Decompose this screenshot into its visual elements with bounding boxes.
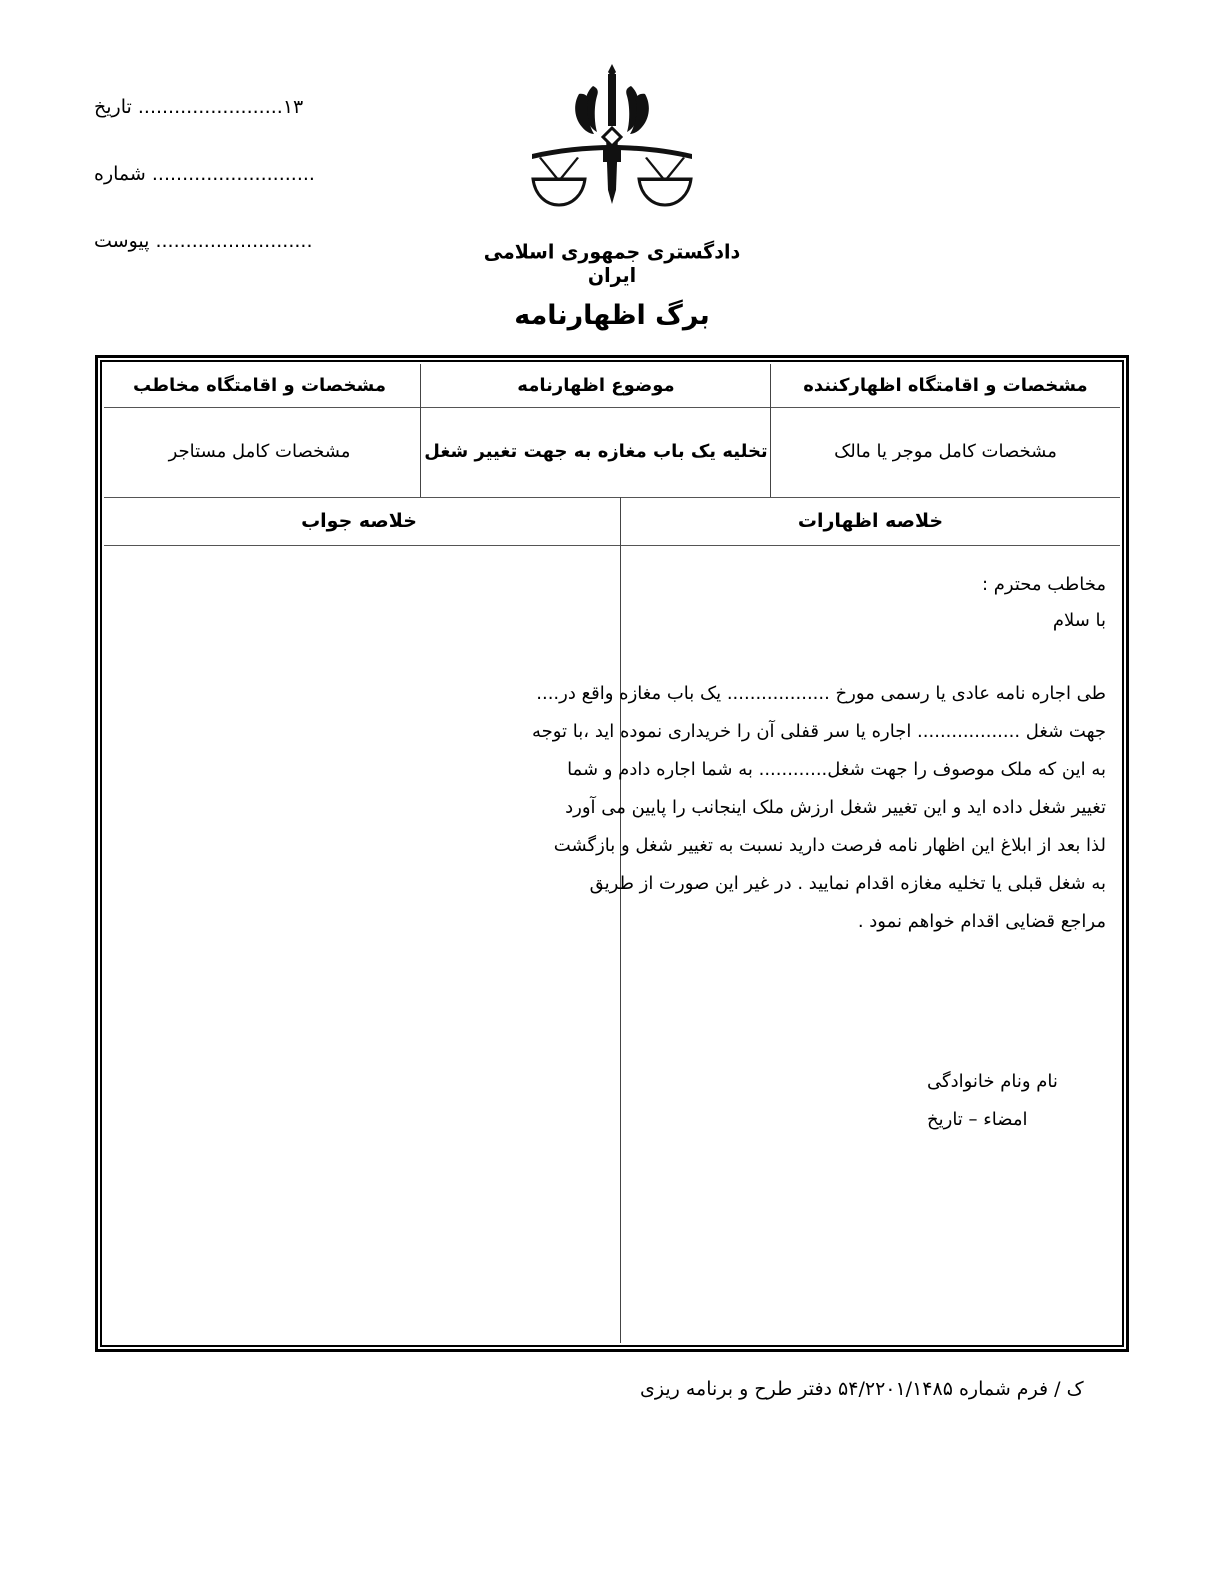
number-field-dots: ........................... [151,163,315,185]
header-fields [94,98,404,299]
column-divider-1 [770,364,772,407]
date-field-dots: ........................ [137,96,283,118]
section-header-row [104,497,1120,546]
body-line: جهت شغل .................. اجاره یا سر قفلی آن را خریداری نموده اید ،با توجه [531,721,1106,742]
declaration-body [531,675,1106,941]
table-value-row [104,407,1120,498]
body-line: به شغل قبلی یا تخلیه مغازه اقدام نمایید . در غیر این صورت از طریق [589,873,1106,894]
signature-date-label: امضاء – تاریخ [927,1109,1028,1130]
attachment-field-dots: .......................... [155,230,313,252]
table-header-row [104,364,1120,408]
col-value-addressee: مشخصات کامل مستاجر [168,441,351,462]
column-divider-2 [420,364,422,407]
col-header-addressee: مشخصات و اقامتگاه مخاطب [133,375,386,396]
emblem-caption: دادگستری جمهوری اسلامی ایران [483,240,741,288]
column-divider-3 [770,407,772,497]
declarations-column [531,545,1120,1343]
declaration-form-table [95,355,1129,1352]
date-field-row [94,98,404,117]
date-field-label: تاریخ [94,96,132,118]
signature-block [647,1063,1106,1139]
date-field-value: ۱۳ [282,96,304,118]
emblem-block [462,50,762,286]
column-divider-4 [420,407,422,497]
attachment-field-row [94,232,404,251]
salutation-line-1: مخاطب محترم : [981,574,1106,595]
salutation-line-2: با سلام [1052,610,1106,631]
number-field-label: شماره [94,163,146,185]
section-header-declarations: خلاصه اظهارات [797,510,944,532]
column-divider-5 [620,497,622,545]
form-footer-code: ک / فرم شماره ۵۴/۲۲۰۱/۱۴۸۵ دفتر طرح و برنامه ریزی [640,1378,1084,1400]
body-line: لذا بعد از ابلاغ این اظهار نامه فرصت دارید نسبت به تغییر شغل و بازگشت [553,835,1106,856]
iran-judiciary-emblem-icon [507,50,717,240]
body-line: مراجع قضایی اقدام خواهم نمود . [857,911,1106,932]
page-title: برگ اظهارنامه [514,300,710,331]
signature-name-label: نام ونام خانوادگی [927,1071,1058,1092]
answer-column[interactable] [104,545,604,1343]
table-content-row [104,545,1120,1343]
col-header-declarant: مشخصات و اقامتگاه اظهارکننده [803,375,1088,396]
attachment-field-label: پیوست [94,230,150,252]
number-field-row [94,165,404,184]
section-header-answer: خلاصه جواب [301,510,417,532]
col-value-declarant: مشخصات کامل موجر یا مالک [834,441,1057,462]
body-line: تغییر شغل داده اید و این تغییر شغل ارزش ملک اینجانب را پایین می آورد [565,797,1106,818]
col-header-subject: موضوع اظهارنامه [517,375,675,396]
col-value-subject: تخلیه یک باب مغازه به جهت تغییر شغل [424,441,768,462]
body-line: به این که ملک موصوف را جهت شغل............ به شما اجاره دادم و شما [567,759,1106,780]
document-header [0,40,1224,290]
body-line: طی اجاره نامه عادی یا رسمی مورخ .................. یک باب مغازه واقع در.... [536,683,1106,704]
salutation-block [647,567,1106,639]
